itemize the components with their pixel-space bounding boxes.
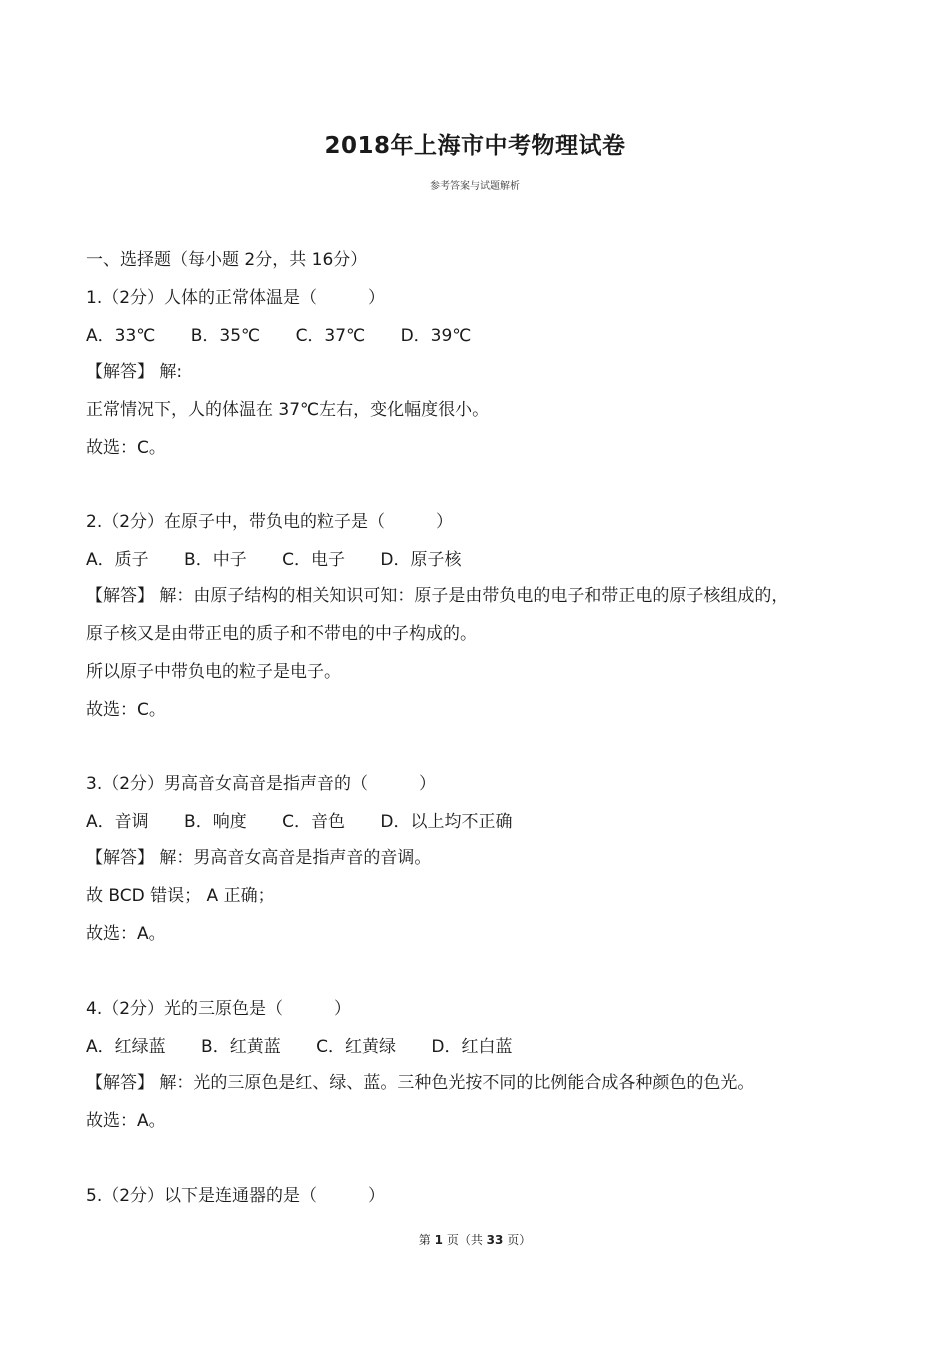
option-d: D．以上均不正确 xyxy=(380,812,513,832)
question-5-stem: 5.（2分）以下是连通器的是（ ） xyxy=(86,1186,386,1206)
question-1-answer-label: 【解答】 解: xyxy=(86,362,183,382)
footer-suffix: 页） xyxy=(507,1233,532,1247)
option-c: C．37℃ xyxy=(295,326,366,346)
option-b: B．红黄蓝 xyxy=(201,1037,281,1057)
option-c: C．红黄绿 xyxy=(316,1037,396,1057)
option-d: D．红白蓝 xyxy=(431,1037,513,1057)
section-heading: 一、选择题（每小题 2分，共 16分） xyxy=(86,250,368,270)
option-d: D．39℃ xyxy=(400,326,472,346)
option-b: B．中子 xyxy=(184,550,247,570)
option-a: A．红绿蓝 xyxy=(86,1037,166,1057)
question-1-explanation: 正常情况下，人的体温在 37℃左右，变化幅度很小。 xyxy=(86,400,490,420)
page-subtitle: 参考答案与试题解析 xyxy=(430,181,520,192)
page-footer xyxy=(0,1231,950,1248)
question-4-explanation: 【解答】 解：光的三原色是红、绿、蓝。三种色光按不同的比例能合成各种颜色的色光。 xyxy=(86,1073,755,1093)
question-4-stem: 4.（2分）光的三原色是（ ） xyxy=(86,999,352,1019)
question-2-choice: 故选：C。 xyxy=(86,700,166,720)
footer-prefix: 第 xyxy=(418,1233,431,1247)
question-1-options xyxy=(86,325,471,347)
option-a: A．质子 xyxy=(86,550,149,570)
question-2-options xyxy=(86,549,462,571)
footer-middle: 页（共 xyxy=(446,1233,483,1247)
question-3-explanation: 故 BCD 错误； A 正确； xyxy=(86,886,275,906)
question-3-choice: 故选：A。 xyxy=(86,924,166,944)
question-3-stem: 3.（2分）男高音女高音是指声音的（ ） xyxy=(86,774,437,794)
option-a: A．33℃ xyxy=(86,326,156,346)
question-1-choice: 故选：C。 xyxy=(86,438,166,458)
option-a: A．音调 xyxy=(86,812,149,832)
question-1-stem: 1.（2分）人体的正常体温是（ ） xyxy=(86,288,386,308)
question-3-options xyxy=(86,811,513,833)
question-2-explanation: 【解答】 解：由原子结构的相关知识可知：原子是由带负电的电子和带正电的原子核组成的， xyxy=(86,586,789,606)
question-4-options xyxy=(86,1036,513,1058)
option-b: B．35℃ xyxy=(190,326,261,346)
page-title: 2018年上海市中考物理试卷 xyxy=(324,133,626,159)
question-3-explanation: 【解答】 解：男高音女高音是指声音的音调。 xyxy=(86,848,432,868)
footer-page-number: 1 xyxy=(434,1233,443,1247)
option-c: C．音色 xyxy=(282,812,345,832)
footer-total-pages: 33 xyxy=(486,1233,504,1247)
option-d: D．原子核 xyxy=(380,550,462,570)
question-2-stem: 2.（2分）在原子中，带负电的粒子是（ ） xyxy=(86,512,454,532)
question-2-explanation: 所以原子中带负电的粒子是电子。 xyxy=(86,662,341,682)
option-c: C．电子 xyxy=(282,550,345,570)
option-b: B．响度 xyxy=(184,812,247,832)
question-2-explanation: 原子核又是由带正电的质子和不带电的中子构成的。 xyxy=(86,624,477,644)
question-4-choice: 故选：A。 xyxy=(86,1111,166,1131)
